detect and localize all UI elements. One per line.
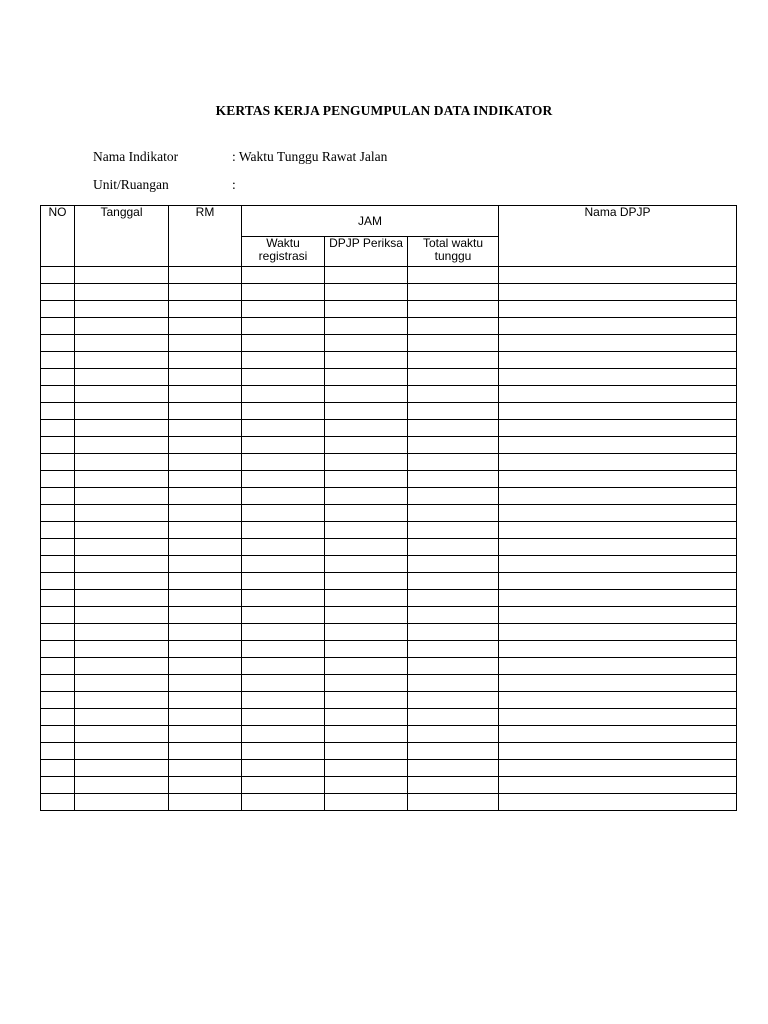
header-no: NO <box>41 206 75 267</box>
table-cell <box>325 522 408 539</box>
table-cell <box>408 267 499 284</box>
table-cell <box>169 369 242 386</box>
table-cell <box>41 267 75 284</box>
table-cell <box>169 777 242 794</box>
table-cell <box>499 522 737 539</box>
table-row <box>41 471 737 488</box>
table-cell <box>75 556 169 573</box>
table-cell <box>242 624 325 641</box>
table-cell <box>75 692 169 709</box>
table-cell <box>242 692 325 709</box>
table-cell <box>242 522 325 539</box>
table-cell <box>242 539 325 556</box>
table-cell <box>75 352 169 369</box>
table-cell <box>242 267 325 284</box>
table-cell <box>325 658 408 675</box>
table-cell <box>41 420 75 437</box>
table-cell <box>242 777 325 794</box>
table-cell <box>75 301 169 318</box>
table-cell <box>408 471 499 488</box>
table-cell <box>75 709 169 726</box>
table-cell <box>169 794 242 811</box>
field-value: : <box>232 177 236 192</box>
table-row <box>41 369 737 386</box>
table-cell <box>169 420 242 437</box>
table-row <box>41 641 737 658</box>
table-cell <box>325 743 408 760</box>
table-cell <box>325 760 408 777</box>
table-cell <box>408 624 499 641</box>
table-cell <box>499 692 737 709</box>
table-cell <box>499 505 737 522</box>
table-cell <box>75 335 169 352</box>
table-cell <box>499 454 737 471</box>
table-cell <box>242 386 325 403</box>
table-cell <box>408 488 499 505</box>
table-cell <box>325 607 408 624</box>
header-total-waktu-tunggu: Total waktu tunggu <box>408 237 499 267</box>
table-row <box>41 267 737 284</box>
table-cell <box>169 437 242 454</box>
table-cell <box>408 658 499 675</box>
header-nama-dpjp: Nama DPJP <box>499 206 737 267</box>
table-cell <box>325 369 408 386</box>
table-cell <box>75 386 169 403</box>
table-cell <box>242 488 325 505</box>
table-cell <box>75 522 169 539</box>
table-cell <box>41 437 75 454</box>
table-cell <box>41 539 75 556</box>
table-cell <box>325 590 408 607</box>
table-cell <box>242 420 325 437</box>
table-cell <box>169 352 242 369</box>
table-cell <box>75 284 169 301</box>
table-cell <box>408 726 499 743</box>
table-row <box>41 573 737 590</box>
table-cell <box>169 488 242 505</box>
table-cell <box>408 607 499 624</box>
table-cell <box>499 539 737 556</box>
table-cell <box>75 573 169 590</box>
table-cell <box>75 369 169 386</box>
table-cell <box>499 658 737 675</box>
table-row <box>41 437 737 454</box>
table-row <box>41 692 737 709</box>
table-cell <box>499 403 737 420</box>
table-cell <box>408 777 499 794</box>
table-cell <box>499 386 737 403</box>
table-cell <box>325 352 408 369</box>
table-cell <box>41 709 75 726</box>
table-cell <box>169 692 242 709</box>
table-row <box>41 522 737 539</box>
table-row <box>41 335 737 352</box>
table-cell <box>41 658 75 675</box>
table-cell <box>499 556 737 573</box>
table-cell <box>242 590 325 607</box>
table-cell <box>408 692 499 709</box>
table-row <box>41 284 737 301</box>
table-cell <box>408 794 499 811</box>
table-cell <box>325 267 408 284</box>
table-cell <box>408 403 499 420</box>
table-cell <box>408 335 499 352</box>
table-cell <box>325 488 408 505</box>
table-cell <box>75 743 169 760</box>
table-cell <box>408 522 499 539</box>
table-cell <box>169 556 242 573</box>
table-cell <box>242 743 325 760</box>
table-cell <box>41 760 75 777</box>
table-cell <box>41 726 75 743</box>
table-cell <box>169 386 242 403</box>
table-cell <box>408 641 499 658</box>
table-header <box>41 206 737 267</box>
table-cell <box>75 794 169 811</box>
table-row <box>41 590 737 607</box>
table-cell <box>408 573 499 590</box>
table-row <box>41 386 737 403</box>
table-cell <box>75 488 169 505</box>
table-cell <box>75 726 169 743</box>
table-cell <box>41 488 75 505</box>
table-cell <box>499 777 737 794</box>
table-cell <box>242 335 325 352</box>
data-collection-table <box>40 205 737 811</box>
table-cell <box>169 675 242 692</box>
table-row <box>41 675 737 692</box>
table-cell <box>41 318 75 335</box>
table-cell <box>242 471 325 488</box>
table-cell <box>41 743 75 760</box>
table-cell <box>499 760 737 777</box>
table-cell <box>499 420 737 437</box>
table-cell <box>242 454 325 471</box>
table-cell <box>41 607 75 624</box>
table-cell <box>499 318 737 335</box>
table-cell <box>169 539 242 556</box>
table-cell <box>499 726 737 743</box>
table-cell <box>408 709 499 726</box>
table-row <box>41 556 737 573</box>
table-cell <box>169 624 242 641</box>
field-label: Unit/Ruangan <box>93 177 169 192</box>
table-cell <box>169 709 242 726</box>
table-cell <box>325 794 408 811</box>
table-cell <box>41 386 75 403</box>
table-cell <box>41 675 75 692</box>
table-cell <box>242 709 325 726</box>
table-cell <box>242 794 325 811</box>
table-cell <box>325 403 408 420</box>
table-cell <box>41 352 75 369</box>
table-cell <box>75 675 169 692</box>
table-cell <box>41 335 75 352</box>
table-cell <box>325 420 408 437</box>
table-cell <box>75 471 169 488</box>
header-jam: JAM <box>242 206 499 237</box>
table-cell <box>242 760 325 777</box>
table-cell <box>325 505 408 522</box>
table-cell <box>325 284 408 301</box>
table-cell <box>169 505 242 522</box>
table-cell <box>242 301 325 318</box>
table-row <box>41 539 737 556</box>
table-cell <box>41 522 75 539</box>
table-cell <box>169 318 242 335</box>
table-cell <box>499 709 737 726</box>
table-row <box>41 301 737 318</box>
table-cell <box>169 403 242 420</box>
table-cell <box>242 726 325 743</box>
table-row <box>41 743 737 760</box>
table-cell <box>325 471 408 488</box>
table-cell <box>75 267 169 284</box>
table-cell <box>325 301 408 318</box>
table-cell <box>75 403 169 420</box>
table-cell <box>499 369 737 386</box>
table-cell <box>169 335 242 352</box>
table-cell <box>325 641 408 658</box>
table-cell <box>41 641 75 658</box>
table-cell <box>169 573 242 590</box>
table-cell <box>169 284 242 301</box>
table-cell <box>499 590 737 607</box>
table-row <box>41 318 737 335</box>
table-row <box>41 352 737 369</box>
table-cell <box>41 590 75 607</box>
table-cell <box>75 437 169 454</box>
table-cell <box>242 573 325 590</box>
table-cell <box>242 318 325 335</box>
table-cell <box>325 675 408 692</box>
table-cell <box>499 284 737 301</box>
table-cell <box>242 556 325 573</box>
table-cell <box>408 386 499 403</box>
table-cell <box>408 437 499 454</box>
table-cell <box>325 709 408 726</box>
table-cell <box>499 573 737 590</box>
table-cell <box>325 335 408 352</box>
table-cell <box>169 590 242 607</box>
table-cell <box>325 692 408 709</box>
table-row <box>41 726 737 743</box>
table-cell <box>325 386 408 403</box>
table-cell <box>242 369 325 386</box>
table-cell <box>41 794 75 811</box>
table-cell <box>499 743 737 760</box>
table-row <box>41 760 737 777</box>
table-row <box>41 794 737 811</box>
table-cell <box>242 437 325 454</box>
table-row <box>41 709 737 726</box>
table-cell <box>169 522 242 539</box>
table-cell <box>75 760 169 777</box>
table-cell <box>499 607 737 624</box>
table-cell <box>242 403 325 420</box>
table-cell <box>408 539 499 556</box>
table-cell <box>75 777 169 794</box>
table-cell <box>41 692 75 709</box>
table-cell <box>325 726 408 743</box>
table-cell <box>408 318 499 335</box>
table-cell <box>325 454 408 471</box>
table-cell <box>408 556 499 573</box>
table-cell <box>499 301 737 318</box>
table-cell <box>408 301 499 318</box>
header-rm: RM <box>169 206 242 267</box>
table-cell <box>499 641 737 658</box>
table-body <box>41 267 737 811</box>
table-row <box>41 624 737 641</box>
table-cell <box>75 641 169 658</box>
table-cell <box>41 505 75 522</box>
table-cell <box>169 760 242 777</box>
table-cell <box>242 352 325 369</box>
table-cell <box>242 641 325 658</box>
document-title: KERTAS KERJA PENGUMPULAN DATA INDIKATOR <box>215 103 553 118</box>
table-row <box>41 658 737 675</box>
table-cell <box>408 760 499 777</box>
table-cell <box>242 284 325 301</box>
table-row <box>41 777 737 794</box>
table-cell <box>408 420 499 437</box>
table-cell <box>499 794 737 811</box>
table-cell <box>75 590 169 607</box>
table-cell <box>41 624 75 641</box>
table-cell <box>41 556 75 573</box>
table-cell <box>408 505 499 522</box>
header-dpjp-periksa: DPJP Periksa <box>325 237 408 267</box>
table-cell <box>499 335 737 352</box>
table-row <box>41 454 737 471</box>
table-cell <box>169 267 242 284</box>
table-row <box>41 403 737 420</box>
table-cell <box>499 675 737 692</box>
table-cell <box>242 658 325 675</box>
table-row <box>41 420 737 437</box>
table-cell <box>325 624 408 641</box>
table-cell <box>169 726 242 743</box>
table-cell <box>325 556 408 573</box>
table-cell <box>242 505 325 522</box>
table-cell <box>242 607 325 624</box>
table-cell <box>41 454 75 471</box>
table-cell <box>75 607 169 624</box>
table-cell <box>408 675 499 692</box>
table-cell <box>408 352 499 369</box>
table-cell <box>75 318 169 335</box>
table-cell <box>41 403 75 420</box>
table-cell <box>169 658 242 675</box>
table-cell <box>499 488 737 505</box>
table-row <box>41 607 737 624</box>
table-cell <box>41 284 75 301</box>
table-cell <box>499 352 737 369</box>
table-cell <box>41 573 75 590</box>
table-cell <box>169 454 242 471</box>
table-cell <box>169 301 242 318</box>
table-cell <box>325 777 408 794</box>
table-cell <box>41 369 75 386</box>
table-cell <box>499 624 737 641</box>
table-cell <box>169 641 242 658</box>
table-cell <box>75 658 169 675</box>
header-waktu-registrasi: Waktu registrasi <box>242 237 325 267</box>
header-tanggal: Tanggal <box>75 206 169 267</box>
table-cell <box>41 301 75 318</box>
table-cell <box>41 777 75 794</box>
table-cell <box>75 505 169 522</box>
table-cell <box>325 539 408 556</box>
table-cell <box>75 454 169 471</box>
table-cell <box>242 675 325 692</box>
table-row <box>41 505 737 522</box>
table-cell <box>408 284 499 301</box>
table-cell <box>325 318 408 335</box>
table-cell <box>169 607 242 624</box>
field-value: : Waktu Tunggu Rawat Jalan <box>232 149 388 164</box>
table-cell <box>499 471 737 488</box>
table-cell <box>169 471 242 488</box>
table-cell <box>408 454 499 471</box>
table-cell <box>408 590 499 607</box>
table-cell <box>499 437 737 454</box>
table-cell <box>499 267 737 284</box>
table-cell <box>408 743 499 760</box>
table-cell <box>325 573 408 590</box>
field-label: Nama Indikator <box>93 149 179 164</box>
table-cell <box>325 437 408 454</box>
table-row <box>41 488 737 505</box>
table-cell <box>41 471 75 488</box>
table-cell <box>169 743 242 760</box>
table-cell <box>75 539 169 556</box>
table-cell <box>75 420 169 437</box>
table-cell <box>408 369 499 386</box>
table-cell <box>75 624 169 641</box>
